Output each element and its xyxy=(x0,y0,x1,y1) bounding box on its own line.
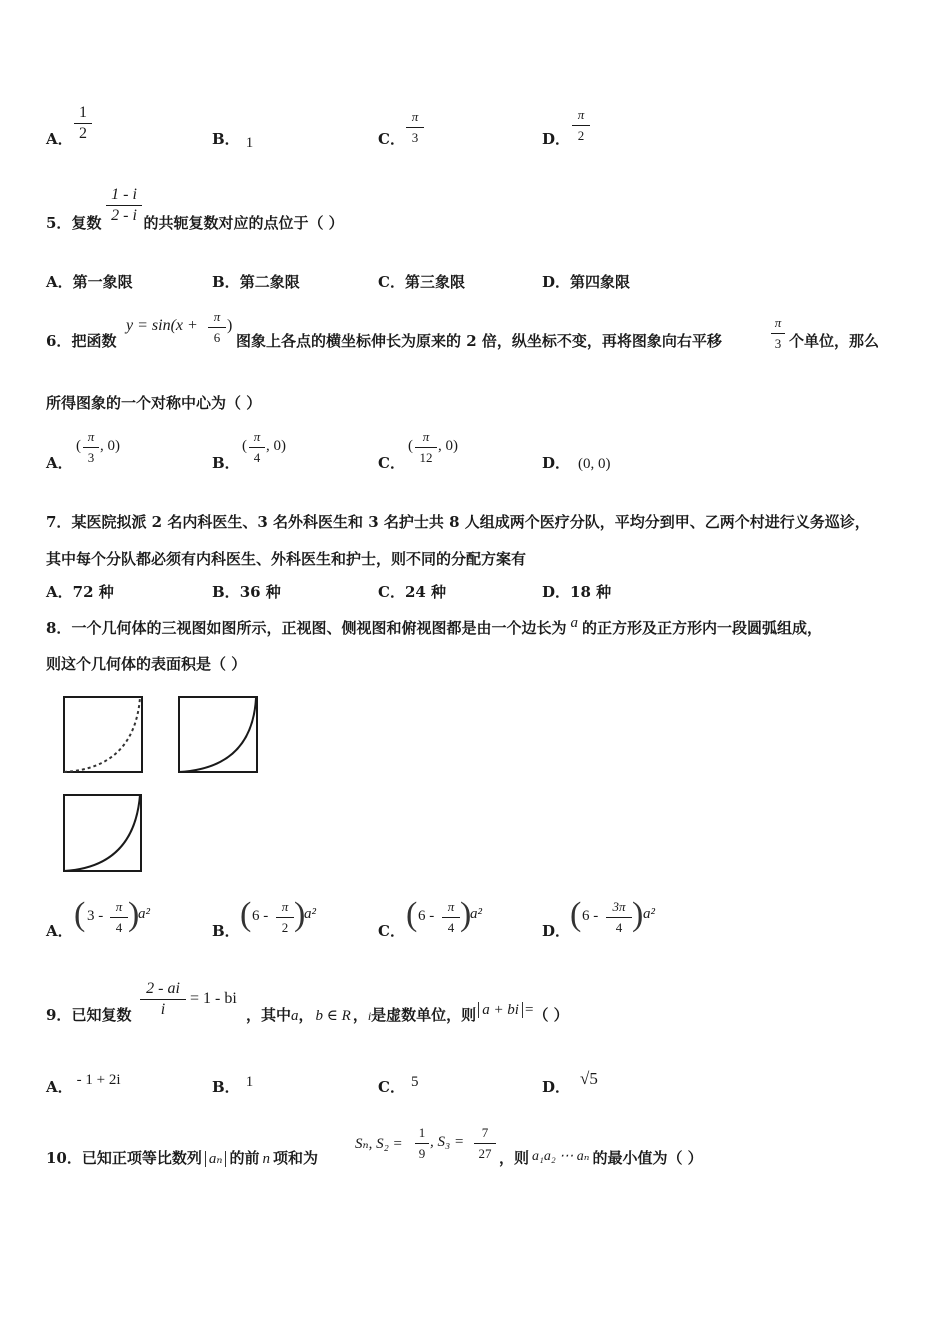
q8-option-b-letter: B． xyxy=(212,922,240,940)
q10-s3-num: 7 xyxy=(481,1125,489,1140)
q8-option-c-letter: C． xyxy=(378,922,405,940)
q10-s3-fraction xyxy=(474,1124,496,1163)
q6-option-b-open: ( xyxy=(242,438,247,454)
q7-option-a-letter: A． xyxy=(46,583,73,601)
q6-option-a-den: 3 xyxy=(87,450,95,465)
q10-post: 的最小值为（ ） xyxy=(592,1149,703,1167)
q6-option-c-num: π xyxy=(422,429,430,444)
q5-option-a-letter: A． xyxy=(46,273,73,291)
q8-option-a-den: 4 xyxy=(115,920,123,935)
q8-option-b[interactable] xyxy=(212,920,240,941)
q8-option-a-fraction xyxy=(110,898,128,937)
q8-option-a-rparen: ) xyxy=(128,896,140,933)
q9-stem-pre xyxy=(46,1004,131,1025)
q6-option-b-letter: B． xyxy=(212,454,240,472)
q6-func-num: π xyxy=(213,309,221,324)
q9-option-d-letter: D． xyxy=(542,1078,571,1096)
q7-option-c-text: 24 种 xyxy=(404,583,447,601)
q6-pre: 把函数 xyxy=(71,332,117,350)
q10-mid1: 的前 xyxy=(229,1149,260,1167)
q8-option-b-den: 2 xyxy=(281,920,289,935)
q6-number: 6． xyxy=(46,332,72,350)
q5-option-d-text: 第四象限 xyxy=(570,273,631,291)
q4-option-d-num: π xyxy=(577,107,585,122)
q9-pre-text: 已知复数 xyxy=(71,1006,132,1024)
q6-mid-text: 图象上各点的横坐标伸长为原来的 2 倍，纵坐标不变，再将图象向右平移 xyxy=(236,332,722,350)
q5-pre: 复数 xyxy=(71,214,102,232)
q7-stem-line2 xyxy=(46,548,526,569)
q10-s3-den: 27 xyxy=(478,1146,492,1161)
q8-option-c-fraction xyxy=(442,898,460,937)
q6-mid xyxy=(236,330,722,351)
q9-option-d-text: √5 xyxy=(580,1069,598,1088)
q7-number: 7． xyxy=(46,513,72,531)
q5-fraction xyxy=(106,186,142,225)
q7-option-a[interactable] xyxy=(46,581,114,602)
q6-option-d[interactable] xyxy=(542,452,611,473)
q8-line2-text: 则这个几何体的表面积是（ ） xyxy=(46,655,247,673)
q8-option-c-den: 4 xyxy=(447,920,455,935)
q6-stem-line1 xyxy=(46,330,116,351)
q7-option-c[interactable] xyxy=(378,581,446,602)
q8-option-c[interactable] xyxy=(378,920,405,941)
q6-post xyxy=(789,330,879,351)
q10-seq: aₙ xyxy=(208,1151,223,1167)
q9-option-a-letter: A． xyxy=(46,1078,73,1096)
q9-comma2: ， xyxy=(352,1006,368,1024)
q6-option-c-open: ( xyxy=(408,438,413,454)
q10-var-n: n xyxy=(262,1151,270,1167)
q9-post: （ ） xyxy=(533,1006,569,1024)
q9-option-b-letter: B． xyxy=(212,1078,240,1096)
q10-s2-fraction xyxy=(415,1124,429,1163)
q8-option-d[interactable] xyxy=(542,920,570,941)
q7-stem-line1 xyxy=(46,511,870,532)
q4-option-d[interactable] xyxy=(542,128,570,149)
q8-option-a-letter: A． xyxy=(46,922,73,940)
q8-option-d-fraction xyxy=(606,898,632,937)
q5-number: 5． xyxy=(46,214,72,232)
q8-option-d-sq: a² xyxy=(643,906,655,922)
q9-comma: ， xyxy=(298,1006,314,1024)
q6-func-close xyxy=(227,317,232,335)
q6-option-a-num: π xyxy=(87,429,95,444)
q8-line1-post: 的正方形及正方形内一段圆弧组成， xyxy=(581,619,822,637)
q8-option-d-letter: D． xyxy=(542,922,571,940)
q9-fraction xyxy=(140,980,186,1019)
q5-option-a[interactable] xyxy=(46,271,133,292)
q8-option-a-pre: 3 - xyxy=(87,908,104,924)
q8-front-view xyxy=(60,694,146,776)
q6-option-b-fraction xyxy=(249,428,265,467)
q4-option-d-den: 2 xyxy=(577,128,585,143)
q9-option-b-text: 1 xyxy=(245,1074,254,1090)
q8-option-a[interactable] xyxy=(46,920,73,941)
q4-option-a-letter: A． xyxy=(46,130,73,148)
q8-var-a: a xyxy=(570,615,578,631)
q9-mid2: 是虚数单位，则 xyxy=(371,1006,477,1024)
q6-shift-fraction xyxy=(771,314,785,353)
q4-option-c-letter: C． xyxy=(378,130,405,148)
q5-option-b[interactable] xyxy=(212,271,300,292)
q6-option-a-fraction xyxy=(83,428,99,467)
q4-option-c-den: 3 xyxy=(411,130,419,145)
q9-frac-den: i xyxy=(160,1001,166,1018)
q4-option-d-fraction xyxy=(572,106,590,145)
q10-pre-text: 已知正项等比数列 xyxy=(81,1149,202,1167)
q7-option-b-text: 36 种 xyxy=(239,583,281,601)
q4-option-c-num: π xyxy=(411,109,419,124)
q8-option-c-rparen: ) xyxy=(460,896,472,933)
q9-var-i: i xyxy=(367,1009,372,1023)
q6-option-c-den: 12 xyxy=(419,450,433,465)
q9-mid1: ，其中 xyxy=(246,1006,292,1024)
q9-abs-expr: a + bi xyxy=(482,1002,519,1018)
q6-option-c-tail: , 0) xyxy=(438,438,458,454)
q4-option-d-letter: D． xyxy=(542,130,571,148)
q7-option-d-letter: D． xyxy=(542,583,571,601)
q6-func xyxy=(126,317,198,335)
q10-mid3: ，则 xyxy=(499,1149,530,1167)
q4-option-c-fraction xyxy=(406,108,424,147)
q7-option-a-text: 72 种 xyxy=(72,583,114,601)
q6-func-den: 6 xyxy=(213,330,221,345)
q4-option-a-fraction xyxy=(74,104,92,143)
q7-line1-text: 某医院拟派 2 名内科医生、3 名外科医生和 3 名护士共 8 人组成两个医疗分队，平均分到甲、乙两个村进行义务巡诊， xyxy=(71,513,870,531)
q6-option-a-tail: , 0) xyxy=(100,438,120,454)
q6-option-c-fraction xyxy=(415,428,437,467)
q5-option-c-letter: C． xyxy=(378,273,405,291)
q10-s2-num: 1 xyxy=(418,1125,426,1140)
q8-option-b-fraction xyxy=(276,898,294,937)
q4-option-b-value: 1 xyxy=(245,135,254,151)
q9-option-b[interactable] xyxy=(212,1076,253,1097)
q5-frac-num: 1 - i xyxy=(111,186,137,203)
q10-number: 10． xyxy=(46,1149,82,1167)
q4-option-b-letter: B． xyxy=(212,130,240,148)
q6-option-a-letter: A． xyxy=(46,454,73,472)
q4-option-a-den: 2 xyxy=(79,125,87,142)
q6-func-text: y = sin(x + xyxy=(126,317,198,334)
q4-option-a-num: 1 xyxy=(79,104,87,121)
q4-option-a[interactable] xyxy=(46,128,73,149)
q5-option-c-text: 第三象限 xyxy=(404,273,465,291)
q6-shift-den: 3 xyxy=(774,336,782,351)
q10-mid2: 项和为 xyxy=(273,1149,319,1167)
q8-option-b-lparen: ( xyxy=(240,896,252,933)
q6-option-b[interactable] xyxy=(212,452,240,473)
q8-option-b-rparen: ) xyxy=(294,896,306,933)
q8-option-c-pre: 6 - xyxy=(418,908,435,924)
q9-option-a[interactable] xyxy=(46,1072,121,1097)
q6-option-a-open: ( xyxy=(76,438,81,454)
q5-option-b-letter: B． xyxy=(212,273,240,291)
q8-option-d-den: 4 xyxy=(615,920,623,935)
q9-option-c-letter: C． xyxy=(378,1078,405,1096)
q4-option-b[interactable] xyxy=(212,128,253,149)
q7-option-c-letter: C． xyxy=(378,583,405,601)
q9-eq: = 1 - bi xyxy=(190,990,237,1007)
q10-prod: a₁a₂ ⋯ aₙ xyxy=(532,1149,590,1164)
q10-tail xyxy=(499,1147,703,1168)
q9-number: 9． xyxy=(46,1006,72,1024)
q8-option-a-lparen: ( xyxy=(74,896,86,933)
q7-option-b-letter: B． xyxy=(212,583,240,601)
q10-s2-den: 9 xyxy=(418,1146,426,1161)
q8-side-view xyxy=(174,694,264,776)
q9-var-b: b ∈ R xyxy=(315,1008,351,1024)
q9-option-c[interactable] xyxy=(378,1076,418,1097)
q9-frac-num: 2 - ai xyxy=(146,980,180,997)
q8-option-c-num: π xyxy=(447,899,455,914)
q6-option-d-text: (0, 0) xyxy=(578,456,611,472)
q8-number: 8． xyxy=(46,619,72,637)
q9-option-c-text: 5 xyxy=(410,1074,419,1090)
q6-option-a[interactable] xyxy=(46,452,73,473)
q6-stem-line2 xyxy=(46,392,261,413)
q8-option-a-num: π xyxy=(115,899,123,914)
q8-line1-pre: 一个几何体的三视图如图所示，正视图、侧视图和俯视图都是由一个边长为 xyxy=(71,619,567,637)
q6-option-d-letter: D． xyxy=(542,454,571,472)
q10-s-expr: Sₙ, S₂ = xyxy=(355,1136,403,1152)
q9-option-d[interactable] xyxy=(542,1069,598,1097)
q8-option-b-pre: 6 - xyxy=(252,908,269,924)
q6-option-b-den: 4 xyxy=(253,450,261,465)
q6-shift-num: π xyxy=(774,315,782,330)
q4-option-c[interactable] xyxy=(378,128,405,149)
q6-func-fraction xyxy=(208,308,226,347)
q8-option-b-num: π xyxy=(281,899,289,914)
q6-option-b-tail: , 0) xyxy=(266,438,286,454)
q5-option-a-text: 第一象限 xyxy=(72,273,133,291)
q8-option-d-num: 3π xyxy=(612,899,626,914)
q8-option-d-pre: 6 - xyxy=(582,908,599,924)
q6-line2-text: 所得图象的一个对称中心为（ ） xyxy=(46,394,262,412)
q5-option-d-letter: D． xyxy=(542,273,571,291)
q6-option-c-letter: C． xyxy=(378,454,405,472)
q7-line2-text: 其中每个分队都必须有内科医生、外科医生和护士，则不同的分配方案有 xyxy=(46,550,527,568)
q8-option-a-sq: a² xyxy=(138,906,150,922)
q5-post: 的共轭复数对应的点位于（ ） xyxy=(143,214,344,232)
q8-option-d-lparen: ( xyxy=(570,896,582,933)
q6-func-close-text: ) xyxy=(227,317,233,334)
q8-option-b-sq: a² xyxy=(304,906,316,922)
q8-option-c-lparen: ( xyxy=(406,896,418,933)
q7-option-d-text: 18 种 xyxy=(570,583,612,601)
q8-option-d-rparen: ) xyxy=(632,896,644,933)
q6-option-c[interactable] xyxy=(378,452,405,473)
q9-eq2: = xyxy=(524,1002,534,1018)
q6-option-b-num: π xyxy=(253,429,261,444)
q8-stem-line1 xyxy=(46,617,822,638)
q5-option-b-text: 第二象限 xyxy=(239,273,300,291)
q7-option-d[interactable] xyxy=(542,581,611,602)
q9-mid xyxy=(246,1004,569,1025)
q8-option-c-sq: a² xyxy=(470,906,482,922)
q8-stem-line2 xyxy=(46,653,246,674)
q10-stem-pre xyxy=(46,1147,318,1168)
q5-frac-den: 2 - i xyxy=(111,207,137,224)
q9-option-a-text: - 1 + 2i xyxy=(76,1072,121,1088)
q6-post-text: 个单位，那么 xyxy=(789,332,880,350)
q9-var-a: a xyxy=(291,1008,299,1024)
q10-s3-label: , S₃ = xyxy=(430,1134,465,1150)
q8-top-view xyxy=(60,791,146,875)
q7-option-b[interactable] xyxy=(212,581,281,602)
q5-option-c[interactable] xyxy=(378,271,465,292)
q5-stem xyxy=(46,212,344,233)
q5-option-d[interactable] xyxy=(542,271,630,292)
